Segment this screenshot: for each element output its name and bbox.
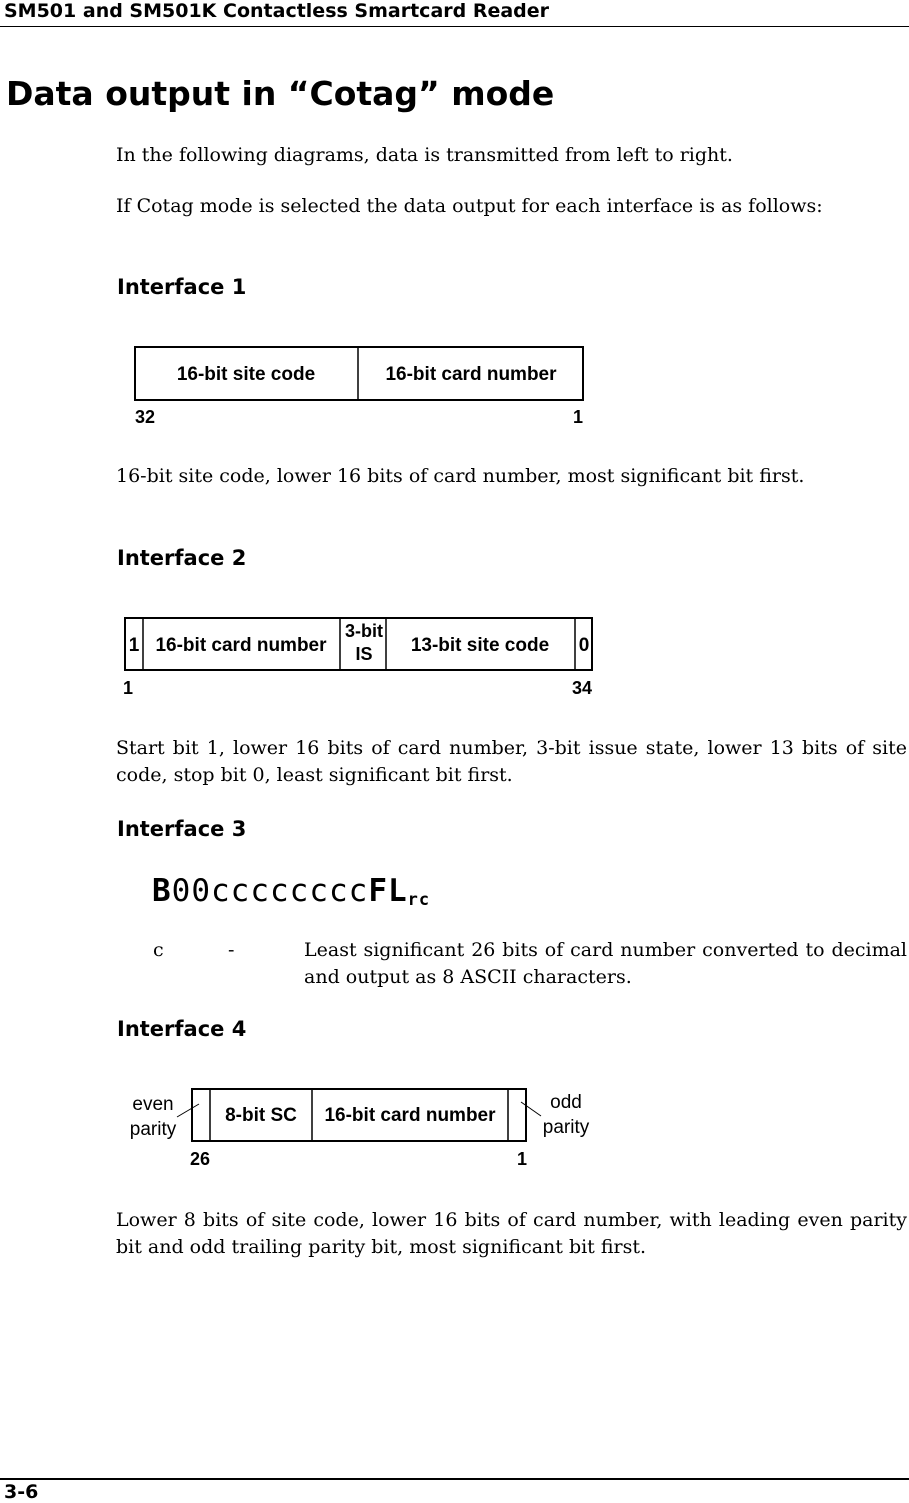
- interface-2-site-field: 13-bit site code: [410, 635, 550, 656]
- interface-2-card-field: 16-bit card number: [155, 635, 327, 656]
- footer-rule: [0, 1478, 909, 1480]
- interface-2-heading: Interface 2: [117, 546, 247, 570]
- format-card-chars: cccccccc: [211, 873, 369, 909]
- format-start-char: B: [152, 873, 172, 909]
- interface-4-diagram: [130, 1089, 590, 1169]
- format-rc-subscript: rc: [407, 890, 431, 910]
- odd-parity-pointer: [521, 1102, 541, 1116]
- header-rule: [0, 26, 909, 27]
- interface-4-frame: [192, 1089, 526, 1141]
- section-title: Data output in “Cotag” mode: [6, 74, 555, 113]
- interface-1-card-field: 16-bit card number: [385, 364, 557, 385]
- interface-4-description: Lower 8 bits of site code, lower 16 bits of card number, with leading even parity bit and odd trailing parity bit, most significant bit first.: [116, 1209, 907, 1258]
- interface-2-diagram: [123, 618, 592, 698]
- interface-4-even-label-line2: parity: [129, 1119, 177, 1140]
- interface-2-is-field-line1: 3-bit: [345, 621, 383, 641]
- interface-2-bit-right: 34: [571, 678, 592, 698]
- intro-paragraph-1: In the following diagrams, data is transmitted from left to right.: [116, 144, 733, 166]
- interface-4-odd-label-line1: odd: [550, 1092, 582, 1113]
- definition-dash: -: [228, 939, 235, 961]
- even-parity-pointer: [177, 1104, 199, 1117]
- running-header: SM501 and SM501K Contactless Smartcard Reader: [4, 0, 550, 22]
- format-fl-chars: FL: [368, 873, 408, 909]
- intro-paragraph-2: If Cotag mode is selected the data output for each interface is as follows:: [116, 195, 823, 217]
- interface-4-card-field: 16-bit card number: [324, 1105, 496, 1126]
- format-zeros: 00: [171, 873, 211, 909]
- interface-1-description: 16-bit site code, lower 16 bits of card number, most significant bit first.: [116, 465, 805, 487]
- interface-2-start-bit: 1: [128, 635, 140, 656]
- interface-1-diagram: [135, 347, 583, 427]
- interface-1-bit-left: 32: [135, 407, 156, 427]
- interface-2-description: Start bit 1, lower 16 bits of card number, 3-bit issue state, lower 13 bits of site code, stop bit 0, least significant bit first.: [116, 737, 907, 786]
- interface-2-stop-bit: 0: [578, 635, 590, 656]
- interface-2-is-field-line2: IS: [355, 644, 373, 664]
- interface-1-site-field: 16-bit site code: [176, 364, 316, 385]
- definition-term: c: [153, 939, 164, 961]
- interface-4-bit-left: 26: [190, 1149, 211, 1169]
- interface-3-format: [152, 872, 430, 919]
- page-number: 3-6: [4, 1481, 39, 1503]
- interface-2-frame: [125, 618, 592, 670]
- interface-4-even-label-line1: even: [132, 1094, 174, 1115]
- interface-1-bit-right: 1: [572, 407, 583, 427]
- interface-4-bit-right: 1: [516, 1149, 527, 1169]
- interface-3-heading: Interface 3: [117, 817, 247, 841]
- definition-text: Least significant 26 bits of card number converted to decimal and output as 8 ASCII characters.: [304, 939, 907, 988]
- interface-1-frame: [135, 347, 583, 400]
- interface-4-sc-field: 8-bit SC: [225, 1105, 297, 1126]
- interface-2-bit-left: 1: [123, 678, 134, 698]
- interface-1-heading: Interface 1: [117, 275, 247, 299]
- interface-4-heading: Interface 4: [117, 1017, 247, 1041]
- interface-4-odd-label-line2: parity: [542, 1117, 590, 1138]
